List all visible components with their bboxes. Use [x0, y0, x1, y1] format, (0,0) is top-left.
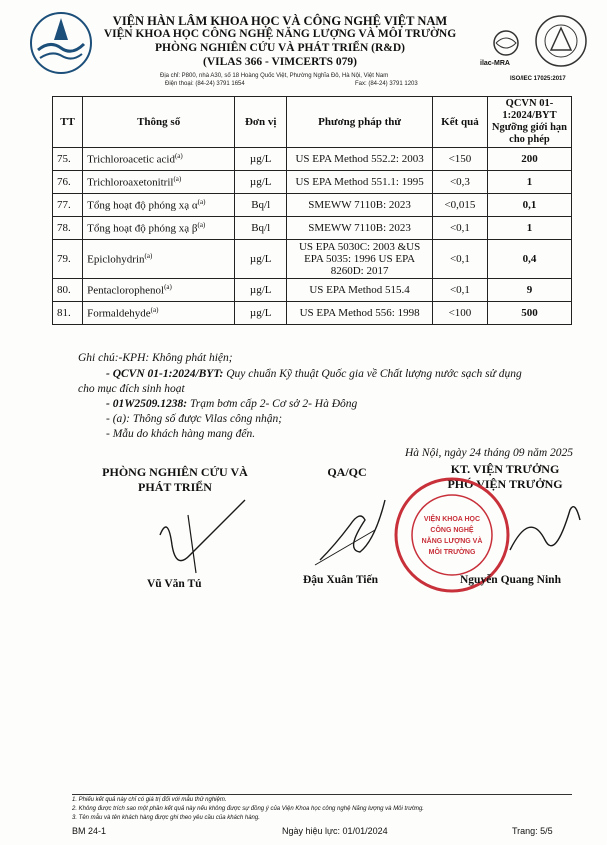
param-name: Epiclohydrin — [87, 253, 145, 266]
cell-limit: 9 — [487, 279, 571, 302]
header-institute: VIỆN KHOA HỌC CÔNG NGHỆ NĂNG LƯỢNG VÀ MÔI TRƯỜNG — [103, 28, 457, 40]
table-row — [53, 148, 572, 171]
cell-param — [83, 217, 235, 240]
cell-limit: 1 — [487, 171, 571, 194]
table-row — [53, 279, 572, 302]
cell-limit: 200 — [487, 148, 571, 171]
cell-limit: 1 — [487, 217, 571, 240]
param-name: Trichloroacetic acid — [87, 153, 175, 166]
header-parameter: Thông số — [83, 97, 235, 148]
table-row — [53, 302, 572, 325]
accredited-mark: (a) — [173, 175, 182, 184]
accredited-mark: (a) — [150, 306, 159, 315]
page-number: Trang: 5/5 — [512, 826, 553, 836]
footer-note-1: 1. Phiếu kết quả này chỉ có giá trị đối với mẫu thử nghiệm. — [72, 797, 227, 803]
table-row — [53, 240, 572, 279]
param-name: Pentaclorophenol — [87, 284, 165, 297]
cell-method: US EPA 5030C: 2003 &US EPA 5035: 1996 US EPA 8260D: 2017 — [287, 240, 433, 279]
header-department: PHÒNG NGHIÊN CỨU VÀ PHÁT TRIỂN (R&D) — [154, 42, 406, 54]
cell-limit: 500 — [487, 302, 571, 325]
stamp-line3: NĂNG LƯỢNG VÀ — [421, 538, 483, 545]
director-name: Nguyễn Quang Ninh — [460, 574, 561, 586]
cell-tt: 80. — [53, 279, 83, 302]
form-code: BM 24-1 — [72, 826, 107, 836]
cell-limit: 0,4 — [487, 240, 571, 279]
header-accreditation: (VILAS 366 - VIMCERTS 079) — [202, 56, 357, 68]
cell-param — [83, 279, 235, 302]
cell-method: US EPA Method 552.2: 2003 — [287, 148, 433, 171]
cell-unit: Bq/l — [235, 194, 287, 217]
footer-note-2: 2. Không được trích sao một phần kết quả này nếu không được sự đồng ý của Viện Khoa học công nghệ Năng lượng và Môi trường. — [72, 806, 424, 812]
note-qcvn-cont: cho mục đích sinh hoạt — [78, 383, 185, 395]
cell-param — [83, 148, 235, 171]
ilac-logo-icon — [482, 28, 530, 58]
director-title-line2: PHÓ VIỆN TRƯỞNG — [447, 477, 563, 491]
header-limit: Ngưỡng giới hạn cho phép — [491, 122, 568, 145]
accredited-mark: (a) — [144, 252, 153, 261]
cell-unit: µg/L — [235, 302, 287, 325]
cell-param — [83, 240, 235, 279]
cell-result: <0,1 — [433, 279, 488, 302]
note-qcvn — [106, 368, 522, 380]
header-qcvn — [487, 97, 571, 148]
cell-tt: 75. — [53, 148, 83, 171]
qa-signature-icon — [305, 490, 395, 575]
rd-title-line1: PHÒNG NGHIÊN CỨU VÀ — [102, 465, 248, 479]
header-qcvn-code: QCVN 01-1:2024/BYT — [502, 98, 557, 121]
results-table — [52, 96, 572, 325]
note-qcvn-code: - QCVN 01-1:2024/BYT: — [106, 368, 224, 380]
stamp-line4: MÔI TRƯỜNG — [428, 549, 476, 556]
cell-unit: µg/L — [235, 279, 287, 302]
cell-unit: µg/L — [235, 240, 287, 279]
header-fax: Fax: (84-24) 3791 1203 — [355, 81, 418, 87]
issue-date: Hà Nội, ngày 24 tháng 09 năm 2025 — [405, 447, 574, 459]
note-sample-code: - 01W2509.1238: — [106, 398, 188, 410]
cell-method: SMEWW 7110B: 2023 — [287, 194, 433, 217]
table-row — [53, 194, 572, 217]
cell-result: <100 — [433, 302, 488, 325]
cell-tt: 78. — [53, 217, 83, 240]
rd-title — [100, 465, 250, 495]
cell-unit: µg/L — [235, 148, 287, 171]
cell-result: <0,3 — [433, 171, 488, 194]
director-title-line1: KT. VIỆN TRƯỞNG — [450, 462, 560, 476]
note-customer: - Mẫu do khách hàng mang đến. — [106, 428, 256, 440]
effective-date: Ngày hiệu lực: 01/01/2024 — [282, 826, 388, 836]
footer-divider — [72, 794, 572, 795]
footer-note-3: 3. Tên mẫu và tên khách hàng được ghi theo yêu cầu của khách hàng. — [72, 815, 260, 821]
cell-unit: µg/L — [235, 171, 287, 194]
cell-param — [83, 302, 235, 325]
param-name: Tổng hoạt độ phóng xạ β — [87, 222, 198, 235]
param-name: Tổng hoạt độ phóng xạ α — [87, 199, 198, 212]
header-unit: Đơn vị — [235, 97, 287, 148]
rd-signature-icon — [150, 495, 260, 575]
note-sample-desc: Trạm bơm cấp 2- Cơ sở 2- Hà Đông — [187, 398, 358, 410]
stamp-line2: CÔNG NGHỆ — [430, 527, 474, 534]
director-signature-icon — [505, 490, 585, 570]
cell-param — [83, 194, 235, 217]
table-header-row — [53, 97, 572, 148]
cell-tt: 77. — [53, 194, 83, 217]
accreditation-seal-icon — [534, 14, 588, 68]
rd-signer-name: Vũ Văn Tú — [147, 578, 202, 590]
cell-result: <0,1 — [433, 240, 488, 279]
cell-method: SMEWW 7110B: 2023 — [287, 217, 433, 240]
accredited-mark: (a) — [197, 198, 206, 207]
header-academy: VIỆN HÀN LÂM KHOA HỌC VÀ CÔNG NGHỆ VIỆT NAM — [112, 14, 448, 28]
cell-param — [83, 171, 235, 194]
cell-method: US EPA Method 556: 1998 — [287, 302, 433, 325]
note-kph: Ghi chú:-KPH: Không phát hiện; — [78, 352, 233, 364]
cell-result: <150 — [433, 148, 488, 171]
cell-tt: 81. — [53, 302, 83, 325]
note-qcvn-desc: Quy chuẩn Kỹ thuật Quốc gia về Chất lượng nước sạch sử dụng — [223, 368, 522, 380]
iso-standard: ISO/IEC 17025:2017 — [510, 76, 566, 82]
header-phone: Điện thoại: (84-24) 3791 1654 — [165, 81, 245, 87]
accredited-mark: (a) — [164, 283, 172, 292]
ilac-label: ilac-MRA — [480, 60, 510, 67]
header-tt: TT — [53, 97, 83, 148]
cell-method: US EPA Method 515.4 — [287, 279, 433, 302]
param-name: Formaldehyde — [87, 307, 151, 320]
table-row — [53, 217, 572, 240]
cell-result: <0,015 — [433, 194, 488, 217]
qa-title: QA/QC — [327, 465, 367, 479]
header-result: Kết quả — [433, 97, 488, 148]
cell-tt: 79. — [53, 240, 83, 279]
table-row — [53, 171, 572, 194]
accredited-mark: (a) — [174, 152, 183, 161]
cell-tt: 76. — [53, 171, 83, 194]
header-address: Địa chỉ: P800, nhà A30, số 18 Hoàng Quốc Việt, Phường Nghĩa Đô, Hà Nội, Việt Nam — [160, 73, 389, 79]
cell-unit: Bq/l — [235, 217, 287, 240]
cell-method: US EPA Method 551.1: 1995 — [287, 171, 433, 194]
qa-signer-name: Đậu Xuân Tiến — [303, 574, 378, 586]
note-sample — [106, 398, 357, 410]
stamp-line1: VIỆN KHOA HỌC — [423, 516, 481, 523]
cell-result: <0,1 — [433, 217, 488, 240]
param-name: Trichloroaxetonitril — [87, 176, 174, 189]
accredited-mark: (a) — [197, 221, 206, 230]
cell-limit: 0,1 — [487, 194, 571, 217]
note-vilas: - (a): Thông số được Vilas công nhận; — [106, 413, 283, 425]
rd-title-line2: PHÁT TRIỂN — [138, 480, 212, 494]
header-method: Phương pháp thử — [287, 97, 433, 148]
